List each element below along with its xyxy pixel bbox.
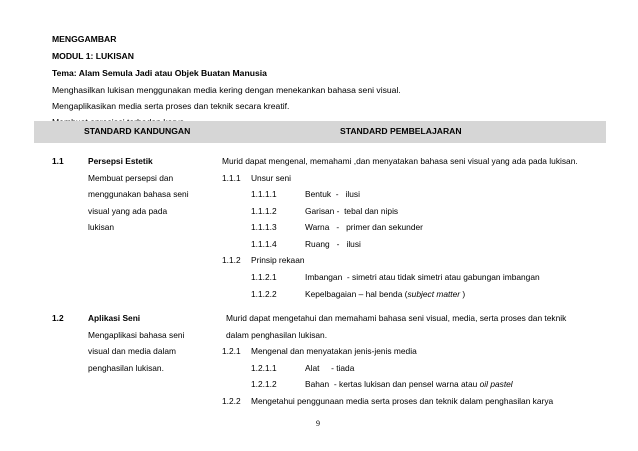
subitem-code: 1.2.1.1	[251, 363, 277, 373]
item-text: Mengetahui penggunaan media serta proses dan teknik dalam penghasilan karya	[251, 396, 554, 406]
section-desc-line: visual dan media dalam	[88, 346, 176, 356]
subitem-code: 1.1.2.1	[251, 272, 277, 282]
subitem-code: 1.1.2.2	[251, 289, 277, 299]
module-title: MODUL 1: LUKISAN	[52, 51, 134, 61]
document-title: MENGGAMBAR	[52, 34, 117, 44]
subitem-label: Alat - tiada	[305, 363, 355, 373]
subitem-label: Warna - primer dan sekunder	[305, 222, 423, 232]
objective-1: Menghasilkan lukisan menggunakan media kering dengan menekankan bahasa seni visual.	[52, 85, 401, 95]
item-code: 1.1.1	[222, 173, 241, 183]
subitem-label: Imbangan - simetri atau tidak simetri atau gabungan imbangan	[305, 272, 540, 282]
subitem-code: 1.1.1.1	[251, 189, 277, 199]
learning-intro: dalam penghasilan lukisan.	[226, 330, 328, 340]
item-text: Unsur seni	[251, 173, 292, 183]
subitem-code: 1.1.1.2	[251, 206, 277, 216]
section-title: Aplikasi Seni	[88, 313, 141, 323]
item-text: Prinsip rekaan	[251, 255, 305, 265]
item-code: 1.2.2	[222, 396, 241, 406]
section-number: 1.2	[52, 313, 64, 323]
subitem-label: Kepelbagaian – hal benda (subject matter )	[305, 289, 466, 299]
section-desc-line: penghasilan lukisan.	[88, 363, 164, 373]
subitem-code: 1.1.1.4	[251, 239, 277, 249]
item-code: 1.1.2	[222, 255, 241, 265]
section-number: 1.1	[52, 156, 64, 166]
theme-title: Tema: Alam Semula Jadi atau Objek Buatan Manusia	[52, 68, 267, 78]
section-desc-line: menggunakan bahasa seni	[88, 189, 189, 199]
section-desc-line: Mengaplikasi bahasa seni	[88, 330, 185, 340]
page-number: 9	[316, 419, 320, 428]
subitem-label: Garisan - tebal dan nipis	[305, 206, 399, 216]
section-desc-line: lukisan	[88, 222, 115, 232]
subitem-label: Ruang - ilusi	[305, 239, 361, 249]
subitem-code: 1.1.1.3	[251, 222, 277, 232]
section-desc-line: Membuat persepsi dan	[88, 173, 174, 183]
header-standard-kandungan: STANDARD KANDUNGAN	[84, 126, 191, 136]
learning-intro: Murid dapat mengenal, memahami ,dan menyatakan bahasa seni visual yang ada pada lukisan.	[222, 156, 578, 166]
item-code: 1.2.1	[222, 346, 241, 356]
learning-intro: Murid dapat mengetahui dan memahami bahasa seni visual, media, serta proses dan teknik	[226, 313, 567, 323]
section-desc-line: visual yang ada pada	[88, 206, 168, 216]
subitem-label: Bahan - kertas lukisan dan pensel warna atau oil pastel	[305, 379, 513, 389]
subitem-code: 1.2.1.2	[251, 379, 277, 389]
header-standard-pembelajaran: STANDARD PEMBELAJARAN	[340, 126, 462, 136]
objective-2: Mengaplikasikan media serta proses dan teknik secara kreatif.	[52, 101, 290, 111]
item-text: Mengenal dan menyatakan jenis-jenis media	[251, 346, 417, 356]
subitem-label: Bentuk - ilusi	[305, 189, 360, 199]
section-title: Persepsi Estetik	[88, 156, 153, 166]
